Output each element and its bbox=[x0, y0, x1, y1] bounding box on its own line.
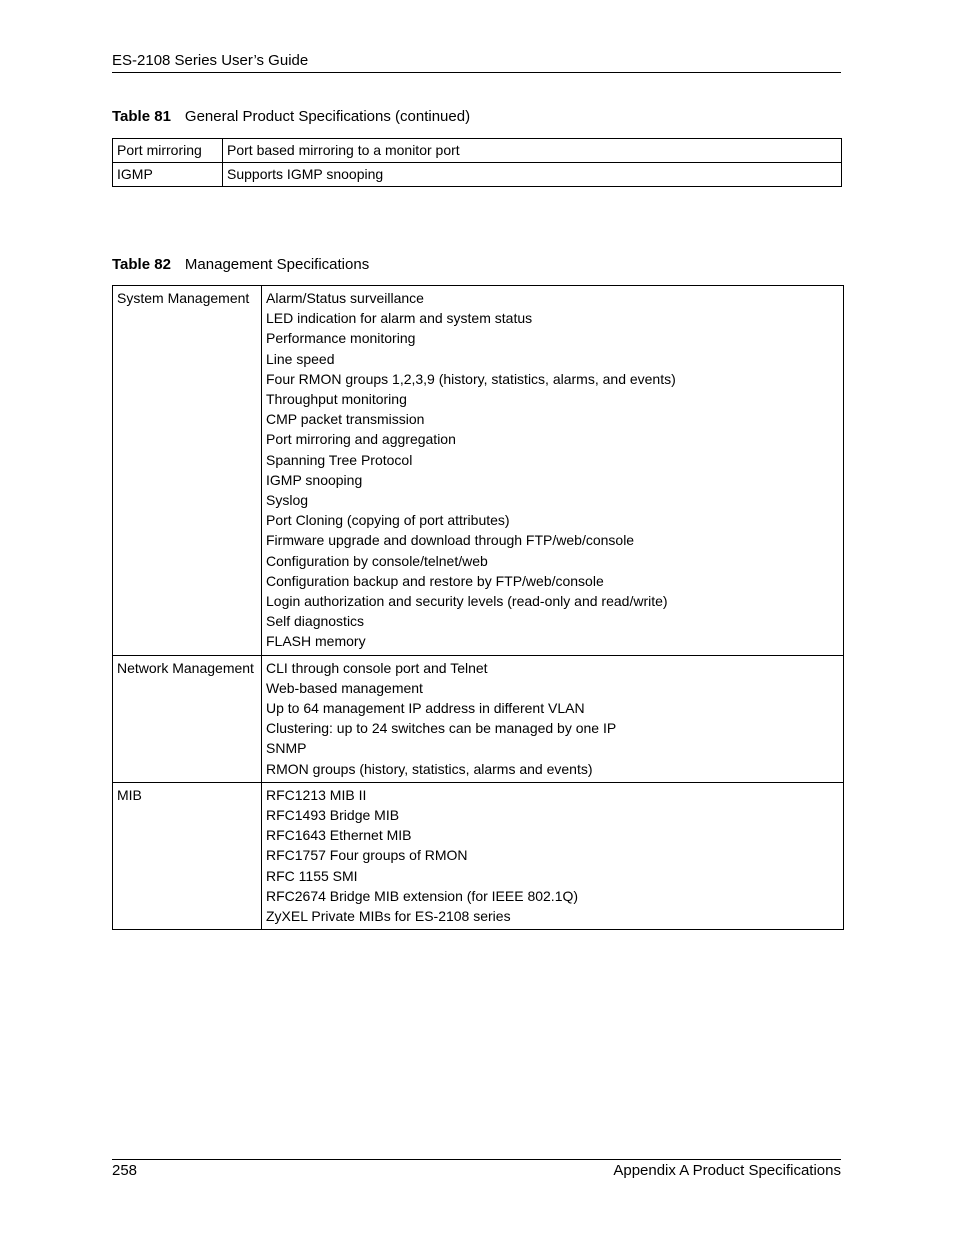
spec-item: Firmware upgrade and download through FTP/web/console bbox=[266, 532, 635, 549]
spec-item: SNMP bbox=[266, 740, 307, 757]
spec-category: System Management bbox=[113, 286, 262, 656]
spec-item: FLASH memory bbox=[266, 633, 366, 650]
spec-item: Self diagnostics bbox=[266, 613, 365, 630]
table-81-title: General Product Specifications (continued) bbox=[184, 108, 471, 125]
spec-item: CMP packet transmission bbox=[266, 411, 425, 428]
table-82-caption bbox=[112, 256, 369, 274]
table-row bbox=[113, 163, 842, 187]
spec-item: IGMP snooping bbox=[266, 471, 363, 488]
management-specifications-table bbox=[112, 285, 844, 930]
spec-item: RFC 1155 SMI bbox=[266, 867, 358, 884]
spec-item: Spanning Tree Protocol bbox=[266, 451, 413, 468]
spec-item: Alarm/Status surveillance bbox=[266, 290, 424, 306]
table-row bbox=[113, 139, 842, 163]
page-footer bbox=[112, 1159, 841, 1179]
spec-item: RFC1757 Four groups of RMON bbox=[266, 847, 468, 864]
general-specifications-table bbox=[112, 138, 842, 187]
spec-item: LED indication for alarm and system status bbox=[266, 310, 533, 327]
table-82-number: Table 82 bbox=[112, 256, 171, 273]
spec-item: Web-based management bbox=[266, 679, 423, 696]
spec-item: RFC2674 Bridge MIB extension (for IEEE 802.1Q) bbox=[266, 887, 579, 904]
spec-value: Port based mirroring to a monitor port bbox=[223, 139, 842, 163]
spec-items bbox=[262, 655, 844, 782]
spec-item: ZyXEL Private MIBs for ES-2108 series bbox=[266, 908, 511, 925]
table-82-title: Management Specifications bbox=[184, 256, 370, 273]
table-row bbox=[113, 655, 844, 782]
spec-item: Configuration backup and restore by FTP/web/console bbox=[266, 572, 604, 589]
table-81-caption bbox=[112, 108, 470, 126]
page-number: 258 bbox=[112, 1162, 138, 1179]
spec-item: Clustering: up to 24 switches can be managed by one IP bbox=[266, 720, 617, 737]
spec-item: Configuration by console/telnet/web bbox=[266, 552, 488, 569]
spec-item: Line speed bbox=[266, 350, 335, 367]
spec-item: CLI through console port and Telnet bbox=[266, 659, 488, 676]
spec-item: Port mirroring and aggregation bbox=[266, 431, 456, 448]
table-row bbox=[113, 286, 844, 656]
spec-item: Syslog bbox=[266, 492, 309, 509]
spec-item: RFC1213 MIB II bbox=[266, 786, 367, 803]
spec-items bbox=[262, 782, 844, 929]
spec-label: Port mirroring bbox=[113, 139, 223, 163]
spec-item: RFC1643 Ethernet MIB bbox=[266, 827, 412, 844]
table-81-number: Table 81 bbox=[112, 108, 171, 125]
table-row bbox=[113, 782, 844, 929]
spec-items bbox=[262, 286, 844, 656]
spec-item: Login authorization and security levels (read-only and read/write) bbox=[266, 593, 668, 610]
spec-item: Up to 64 management IP address in different VLAN bbox=[266, 700, 585, 717]
footer-section-title: Appendix A Product Specifications bbox=[613, 1162, 841, 1179]
spec-item: Port Cloning (copying of port attributes) bbox=[266, 512, 510, 529]
spec-item: Performance monitoring bbox=[266, 330, 416, 347]
spec-value: Supports IGMP snooping bbox=[223, 163, 842, 187]
spec-category: MIB bbox=[113, 782, 262, 929]
guide-title: ES-2108 Series User’s Guide bbox=[112, 52, 309, 69]
spec-category: Network Management bbox=[113, 655, 262, 782]
spec-item: RFC1493 Bridge MIB bbox=[266, 807, 400, 824]
spec-label: IGMP bbox=[113, 163, 223, 187]
spec-item: Throughput monitoring bbox=[266, 391, 407, 408]
spec-item: Four RMON groups 1,2,3,9 (history, statistics, alarms, and events) bbox=[266, 370, 676, 387]
running-header bbox=[112, 52, 841, 73]
spec-item: RMON groups (history, statistics, alarms and events) bbox=[266, 760, 593, 777]
